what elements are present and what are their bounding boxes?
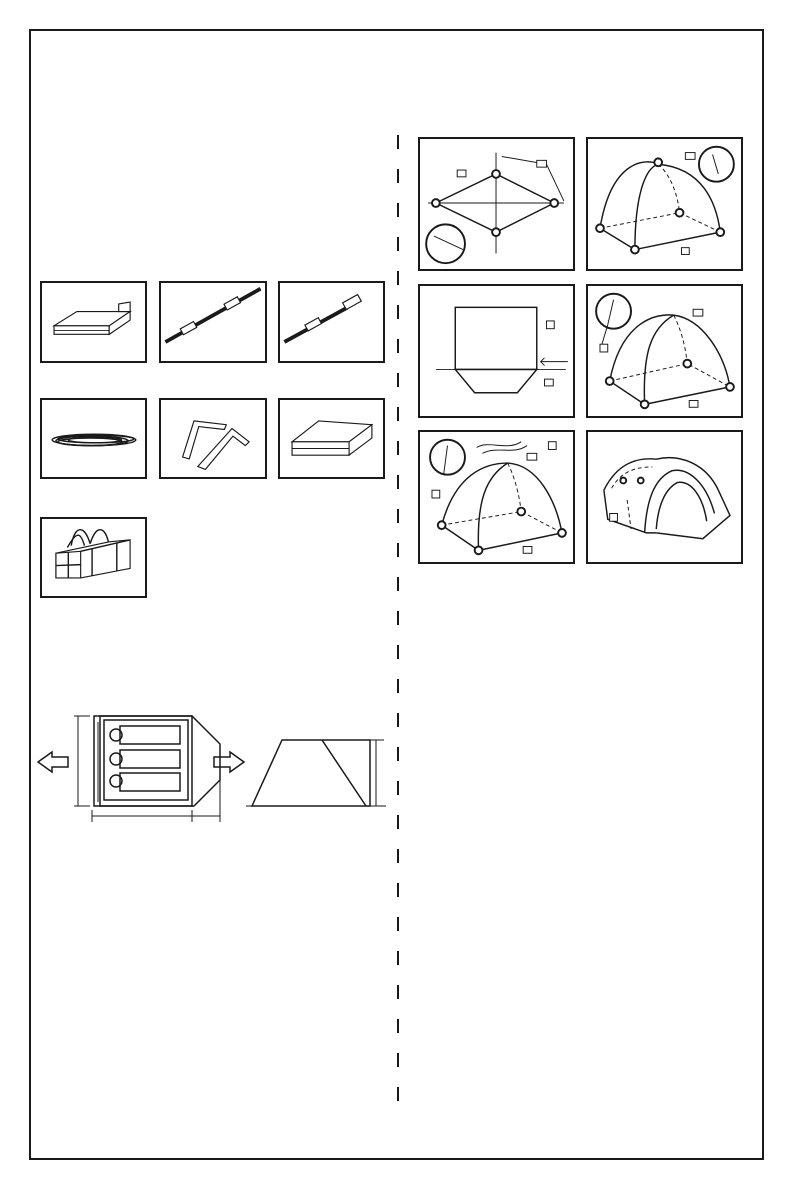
step-6-fit-flysheet: [586, 430, 743, 564]
side-profile-svg: [246, 728, 386, 810]
side-profile-diagram: [246, 728, 386, 810]
part-short-pole: [278, 281, 385, 363]
folded-fabric-icon: [42, 283, 145, 361]
part-tent-body: [40, 281, 147, 363]
part-long-poles: [159, 281, 267, 363]
step-6-svg: [588, 432, 741, 562]
long-pole-icon: [161, 283, 265, 361]
part-pegs: [159, 398, 267, 479]
step-4-svg: [588, 286, 741, 416]
column-divider: [397, 135, 399, 1120]
floor-plan-svg: [34, 710, 266, 828]
step-3-svg: [420, 286, 573, 416]
part-carry-bag: [40, 517, 147, 598]
step-1-lay-out-and-peg: [418, 137, 575, 271]
tent-peg-icon: [161, 400, 265, 477]
step-1-svg: [420, 139, 573, 269]
short-pole-icon: [280, 283, 383, 361]
step-2-svg: [588, 139, 741, 269]
step-5-attach-clips: [418, 430, 575, 564]
part-guy-ropes: [40, 398, 147, 479]
step-3-groundsheet: [418, 284, 575, 418]
step-5-svg: [420, 432, 573, 562]
floor-plan-diagram: [34, 710, 266, 828]
rope-coil-icon: [42, 400, 145, 477]
folded-groundsheet-icon: [280, 400, 383, 477]
step-2-insert-poles: [586, 137, 743, 271]
carry-bag-icon: [42, 519, 145, 596]
step-4-raise-dome: [586, 284, 743, 418]
part-groundsheet: [278, 398, 385, 479]
